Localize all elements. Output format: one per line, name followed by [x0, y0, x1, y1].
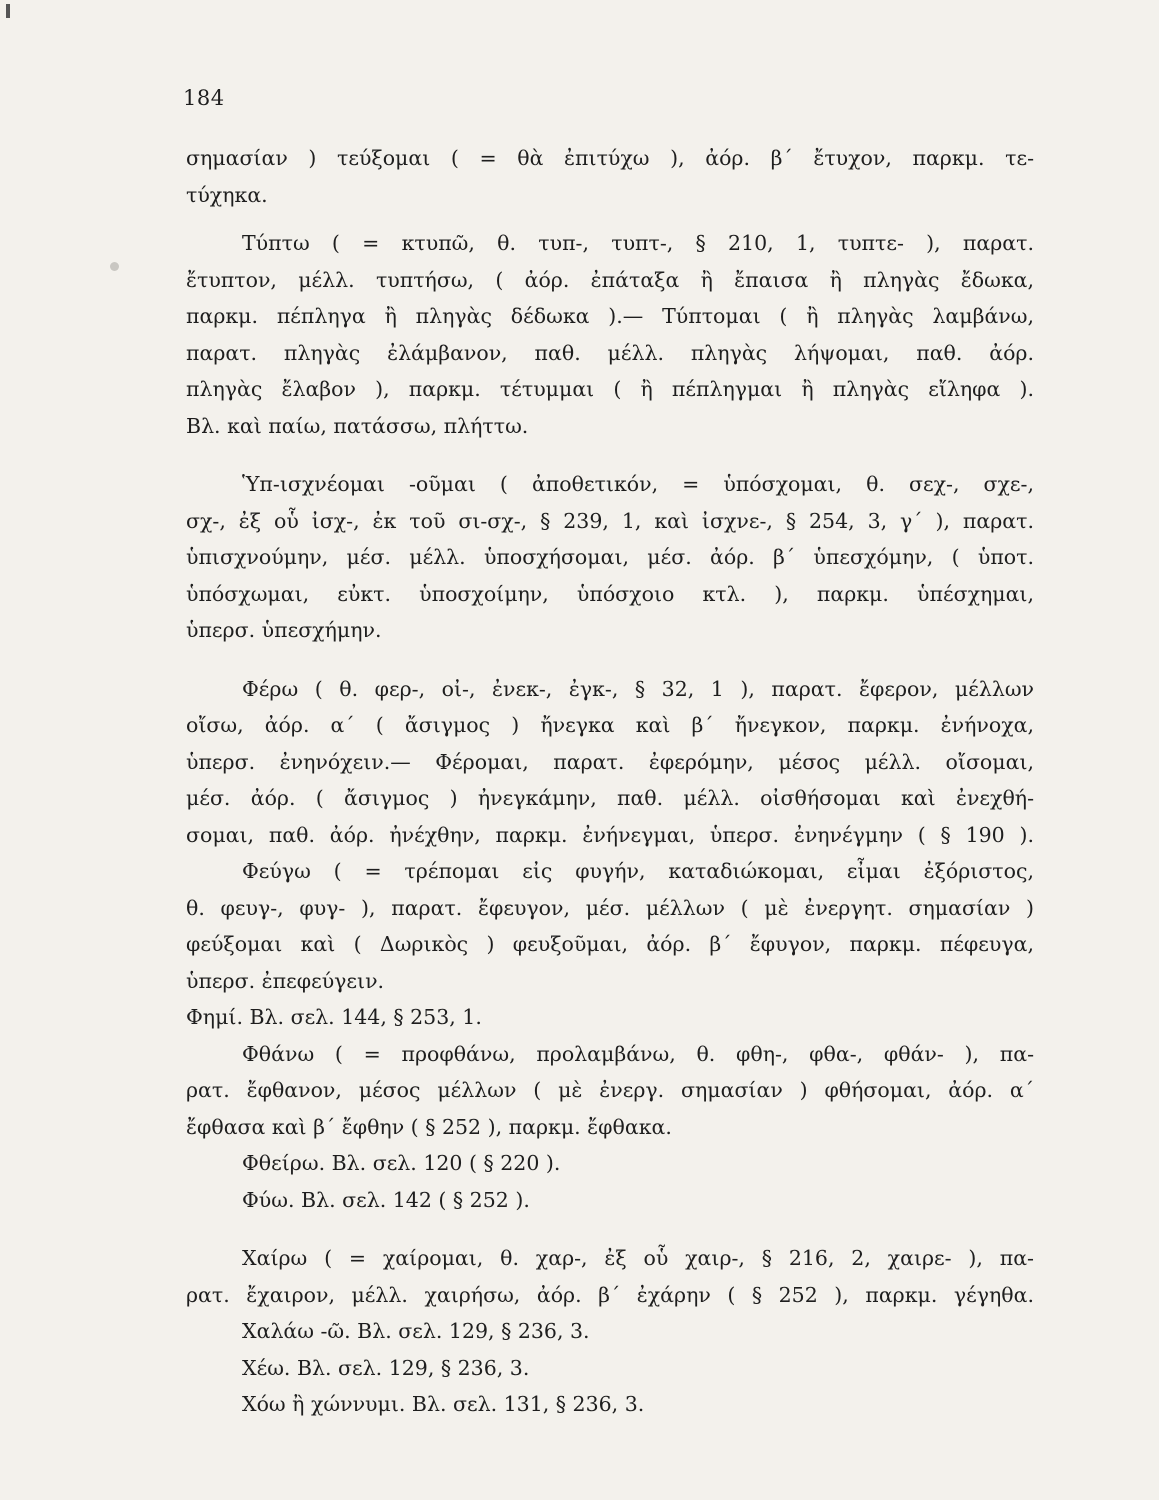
paragraph-gap	[186, 213, 1034, 225]
text-line: Φθείρω. Βλ. σελ. 120 ( § 220 ).	[242, 1151, 561, 1175]
page-number: 184	[183, 86, 225, 110]
text-line: ὑπερσ. ἐνηνόχειν.— Φέρομαι, παρατ. ἐφερόμην, μέσος μέλλ. οἴσομαι,	[186, 749, 1034, 774]
text-line: Χόω ἢ χώννυμι. Βλ. σελ. 131, § 236, 3.	[242, 1392, 645, 1416]
text-line: οἴσω, ἀόρ. α΄ ( ἄσιγμος ) ἤνεγκα καὶ β΄ ἤνεγκον, παρκμ. ἐνήνοχα,	[186, 713, 1034, 737]
paragraph-gap	[186, 444, 1034, 466]
text-line: Βλ. καὶ παίω, πατάσσω, πλήττω.	[186, 413, 529, 438]
text-line: πληγὰς ἔλαβον ), παρκμ. τέτυμμαι ( ἢ πέπληγμαι ἢ πληγὰς εἴληφα ).	[186, 377, 1034, 401]
scan-edge-mark	[6, 4, 10, 18]
text-line: θ. φευγ-, φυγ- ), παρατ. ἔφευγον, μέσ. μέλλων ( μὲ ἐνεργητ. σημασίαν )	[186, 895, 1034, 920]
text-line: Τύπτω ( = κτυπῶ, θ. τυπ-, τυπτ-, § 210, 1, τυπτε- ), παρατ.	[242, 231, 1034, 255]
text-line: σημασίαν ) τεύξομαι ( = θὰ ἐπιτύχω ), ἀόρ. β΄ ἔτυχον, παρκμ. τε-	[186, 146, 1034, 170]
text-line: ρατ. ἔφθανον, μέσος μέλλων ( μὲ ἐνεργ. σημασίαν ) φθήσομαι, ἀόρ. α΄	[186, 1078, 1034, 1102]
text-line: Φεύγω ( = τρέπομαι εἰς φυγήν, καταδιώκομαι, εἶμαι ἐξόριστος,	[242, 859, 1034, 883]
text-line: Φέρω ( θ. φερ-, οἰ-, ἐνεκ-, ἐγκ-, § 32, 1 ), παρατ. ἔφερον, μέλλων	[242, 676, 1034, 701]
text-line: ὑπερσ. ἐπεφεύγειν.	[186, 968, 385, 993]
body-text	[186, 140, 1034, 1423]
text-line: ὑπερσ. ὑπεσχήμην.	[186, 618, 382, 642]
text-line: Φθάνω ( = προφθάνω, προλαμβάνω, θ. φθη-, φθα-, φθάν- ), πα-	[242, 1041, 1034, 1066]
text-line: Χαλάω -ῶ. Βλ. σελ. 129, § 236, 3.	[242, 1319, 590, 1343]
text-line: Φημί. Βλ. σελ. 144, § 253, 1.	[186, 1005, 482, 1029]
text-line: μέσ. ἀόρ. ( ἄσιγμος ) ἠνεγκάμην, παθ. μέλλ. οἰσθήσομαι καὶ ἐνεχθή-	[186, 786, 1034, 810]
text-line: παρκμ. πέπληγα ἢ πληγὰς δέδωκα ).— Τύπτομαι ( ἢ πληγὰς λαμβάνω,	[186, 304, 1034, 328]
text-line: σομαι, παθ. ἀόρ. ἠνέχθην, παρκμ. ἐνήνεγμαι, ὑπερσ. ἐνηνέγμην ( § 190 ).	[186, 822, 1034, 847]
text-line: Χέω. Βλ. σελ. 129, § 236, 3.	[242, 1355, 530, 1380]
text-line: ἔφθασα καὶ β΄ ἔφθην ( § 252 ), παρκμ. ἔφθακα.	[186, 1114, 672, 1139]
text-line: παρατ. πληγὰς ἐλάμβανον, παθ. μέλλ. πληγὰς λήψομαι, παθ. ἀόρ.	[186, 340, 1034, 365]
text-line: ὑπισχνούμην, μέσ. μέλλ. ὑποσχήσομαι, μέσ. ἀόρ. β΄ ὑπεσχόμην, ( ὑποτ.	[186, 545, 1034, 569]
text-line: ἔτυπτον, μέλλ. τυπτήσω, ( ἀόρ. ἐπάταξα ἢ ἔπαισα ἢ πληγὰς ἔδωκα,	[186, 267, 1034, 292]
text-line: Ὑπ-ισχνέομαι -οῦμαι ( ἀποθετικόν, = ὑπόσχομαι, θ. σεχ-, σχε-,	[242, 472, 1034, 496]
text-line: ὑπόσχωμαι, εὐκτ. ὑποσχοίμην, ὑπόσχοιο κτλ. ), παρκμ. ὑπέσχημαι,	[186, 581, 1034, 606]
text-line: τύχηκα.	[186, 182, 268, 207]
text-line: σχ-, ἐξ οὗ ἰσχ-, ἐκ τοῦ σι-σχ-, § 239, 1, καὶ ἰσχνε-, § 254, 3, γ΄ ), παρατ.	[186, 508, 1034, 533]
scan-dot-mark	[110, 262, 119, 271]
paragraph-gap	[186, 649, 1034, 671]
paragraph-gap	[186, 1218, 1034, 1240]
text-line: ρατ. ἔχαιρον, μέλλ. χαιρήσω, ἀόρ. β΄ ἐχάρην ( § 252 ), παρκμ. γέγηθα.	[186, 1282, 1034, 1307]
text-line: φεύξομαι καὶ ( Δωρικὸς ) φευξοῦμαι, ἀόρ. β΄ ἔφυγον, παρκμ. πέφευγα,	[186, 932, 1034, 956]
text-line: Φύω. Βλ. σελ. 142 ( § 252 ).	[242, 1187, 530, 1212]
text-line: Χαίρω ( = χαίρομαι, θ. χαρ-, ἐξ οὗ χαιρ-, § 216, 2, χαιρε- ), πα-	[242, 1246, 1034, 1270]
